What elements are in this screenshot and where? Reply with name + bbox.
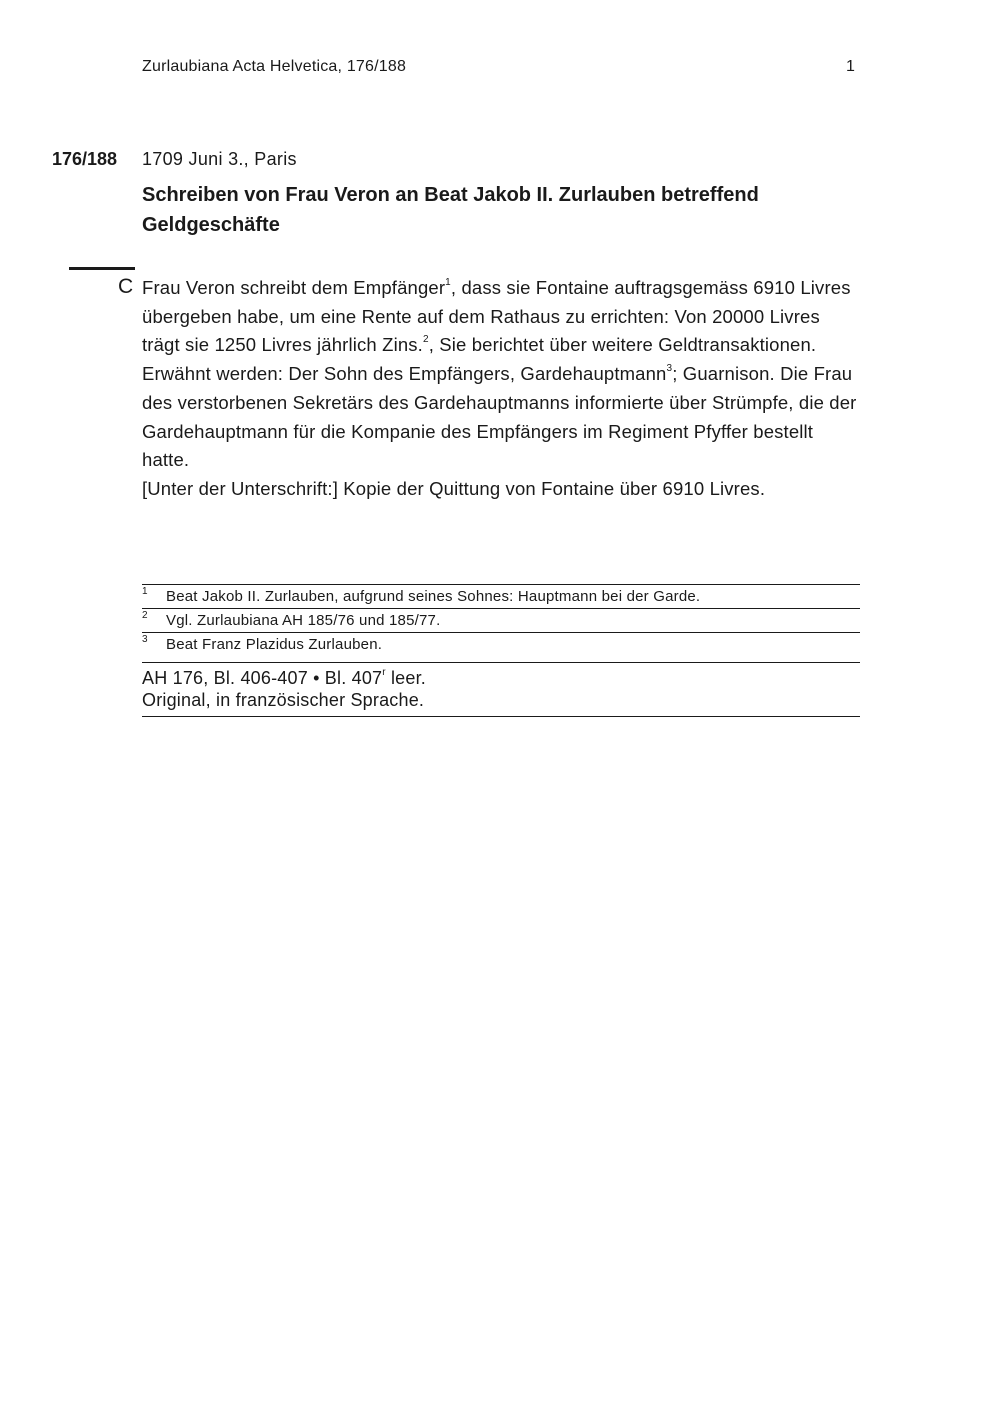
summary-sentence: , dass sie Fontaine auftragsgemäss 6910 Livres übergeben habe, um eine Rente auf dem Rathaus zu errichten: Von 20000 Livres trägt sie 1250 Livres jährlich Zins. — [142, 277, 851, 356]
recto-mark: r — [382, 667, 386, 678]
footnote-ref: 1 — [445, 276, 451, 288]
footnote-number: 1 — [142, 586, 148, 597]
footnote-ref: 3 — [666, 362, 673, 374]
footnote — [142, 632, 860, 656]
summary-note: [Unter der Unterschrift:] Kopie der Quittung von Fontaine über 6910 Livres. — [142, 477, 766, 499]
summary-paragraph — [142, 274, 862, 475]
running-head: Zurlaubiana Acta Helvetica, 176/188 — [142, 58, 407, 75]
marker-letter: C — [118, 275, 134, 298]
source-block — [142, 662, 860, 717]
footnote-text: Beat Jakob II. Zurlauben, aufgrund seines Sohnes: Hauptmann bei der Garde. — [166, 588, 701, 605]
summary-sentence: Frau Veron schreibt dem Empfänger — [142, 277, 446, 298]
document-date-place: 1709 Juni 3., Paris — [142, 149, 297, 169]
document-number: 176/188 — [52, 149, 118, 169]
summary-text — [142, 274, 862, 504]
source-language: Original, in französischer Sprache. — [142, 690, 425, 710]
footnote — [142, 608, 860, 632]
source-folio-note: leer. — [385, 668, 427, 688]
footnote — [142, 584, 860, 608]
summary-sentence: ; Guarnison. Die Frau des verstorbenen Sekretärs des Gardehauptmanns informierte über Strümpfe, die der Gardehauptmann für die Kompanie des Empfängers im Regiment Pfyffer bestellt hatte. — [142, 363, 857, 471]
summary-sentence: , Sie berichtet über weitere Geldtransaktionen. Erwähnt werden: Der Sohn des Empfängers, Gardehauptmann — [142, 334, 817, 385]
document-title: Schreiben von Frau Veron an Beat Jakob II. Zurlauben betreffend Geldgeschäfte — [142, 184, 759, 236]
footnotes — [142, 584, 860, 656]
source-reference — [142, 667, 860, 689]
footnote-text: Beat Franz Plazidus Zurlauben. — [166, 636, 383, 653]
source-folio: AH 176, Bl. 406-407 • Bl. 407 — [142, 668, 383, 688]
footnote-number: 3 — [142, 634, 148, 645]
marker-rule — [69, 267, 135, 270]
footnote-text: Vgl. Zurlaubiana AH 185/76 und 185/77. — [166, 612, 441, 629]
footnote-ref: 2 — [422, 334, 429, 346]
page-number: 1 — [846, 58, 855, 75]
footnote-number: 2 — [142, 610, 148, 621]
